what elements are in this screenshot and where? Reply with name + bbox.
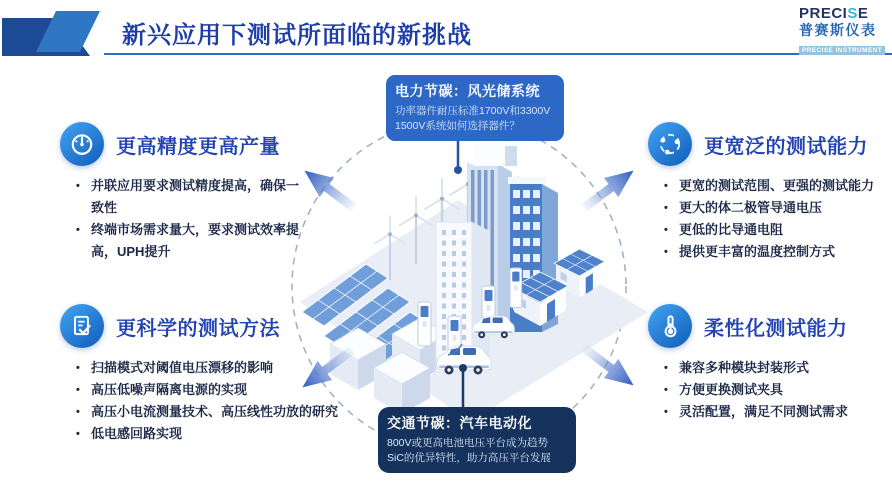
callout-transport-carbon — [378, 407, 576, 473]
bullet-list — [664, 175, 888, 263]
logo-chinese-name: 普赛斯仪表 — [799, 21, 877, 38]
section-scientific-test-method — [60, 304, 370, 445]
callout-text: SiC的优异特性，助力高压平台发展 — [387, 452, 551, 465]
arrow-top-right-icon — [577, 161, 641, 217]
section-title: 更科学的测试方法 — [116, 317, 280, 340]
gauge-icon — [60, 122, 104, 166]
network-share-icon — [648, 122, 692, 166]
callout-text: 功率器件耐压标准1700V和3300V — [395, 105, 551, 117]
bullet-item: • 终端市场需求量大，要求测试效率提高，UPH提升 — [76, 219, 302, 263]
bullet-list — [76, 175, 302, 263]
bullet-item: • 高压低噪声隔离电源的实现 — [76, 379, 370, 401]
bullet-list — [76, 357, 370, 445]
page-title: 新兴应用下测试所面临的新挑战 — [122, 22, 472, 49]
bullet-item: • 并联应用要求测试精度提高，确保一致性 — [76, 175, 302, 219]
title-underline — [104, 53, 892, 55]
bullet-item: • 扫描模式对阈值电压漂移的影响 — [76, 357, 370, 379]
section-flexible-test-capability — [648, 304, 888, 423]
section-title: 更宽泛的测试能力 — [704, 135, 868, 158]
callout-text: 1500V系统如何选择器件？ — [395, 120, 520, 133]
bullet-item: • 兼容多种模块封装形式 — [664, 357, 888, 379]
bullet-item: • 高压小电流测量技术、高压线性功放的研究 — [76, 401, 370, 423]
arrow-bottom-right-icon — [577, 338, 641, 394]
bullet-item: • 更宽的测试范围、更强的测试能力 — [664, 175, 888, 197]
bullet-item: • 提供更丰富的温度控制方式 — [664, 241, 888, 263]
bullet-item: • 方便更换测试夹具 — [664, 379, 888, 401]
thermometer-icon — [648, 304, 692, 348]
section-wider-test-capability — [648, 122, 888, 263]
logo-tagline: PRECISE INSTRUMENT — [799, 46, 885, 55]
checklist-document-icon — [60, 304, 104, 348]
bullet-item: • 更低的比导通电阻 — [664, 219, 888, 241]
section-title: 更高精度更高产量 — [116, 135, 280, 158]
section-precision-yield — [60, 122, 360, 263]
callout-power-carbon — [386, 75, 564, 141]
callout-title: 电力节碳：风光储系统 — [395, 83, 540, 99]
company-logo — [799, 6, 887, 57]
bullet-item: • 更大的体二极管导通电压 — [664, 197, 888, 219]
logo-accent-letter: S — [847, 5, 858, 22]
bullet-item: • 低电感回路实现 — [76, 423, 370, 445]
logo-wordmark: PRECISE — [799, 5, 869, 22]
callout-text: 800V或更高电池电压平台成为趋势 — [387, 437, 549, 449]
header-ribbon-decoration — [0, 6, 112, 60]
bullet-item: • 灵活配置，满足不同测试需求 — [664, 401, 888, 423]
callout-title: 交通节碳：汽车电动化 — [387, 415, 532, 431]
bullet-list — [664, 357, 888, 423]
section-title: 柔性化测试能力 — [704, 317, 848, 340]
